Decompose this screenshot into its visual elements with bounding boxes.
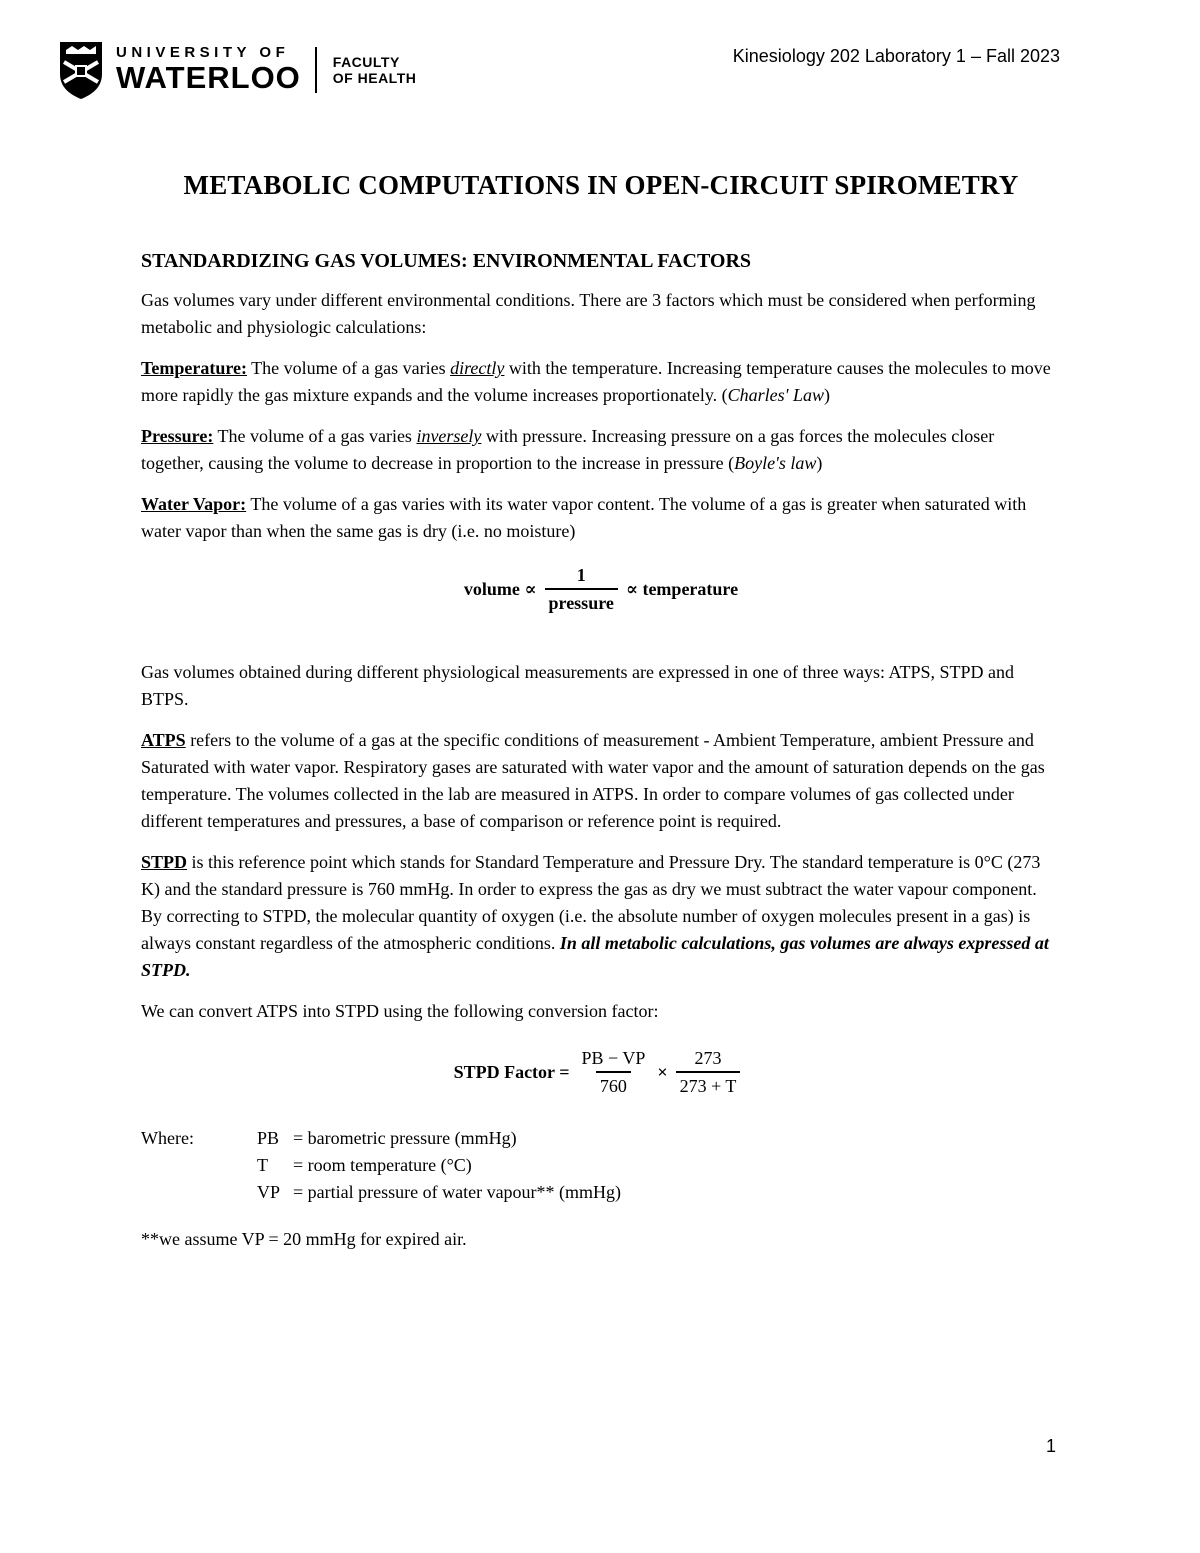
formula1-left: volume ∝ [463, 578, 537, 599]
faculty-line2: OF HEALTH [332, 70, 417, 86]
temperature-text1: The volume of a gas varies [246, 358, 451, 378]
pressure-text2: with pressure. Increasing pressure on a gas forces the molecules closer together, causing the volume to decrease in proportion to the increase in pressure ( [141, 426, 995, 473]
formula2-label: STPD Factor = [453, 1061, 570, 1082]
formula2-num2: 273 [694, 1048, 722, 1068]
temperature-label: Temperature: [141, 358, 247, 378]
university-logo [58, 38, 416, 102]
stpd-label: STPD [141, 852, 188, 872]
formula1-numerator: 1 [576, 565, 586, 585]
stpd-paragraph [141, 849, 1061, 984]
crest-icon [58, 40, 104, 100]
document-body [141, 168, 1061, 1267]
waterloo-text: WATERLOO [116, 60, 301, 95]
formula2-den1: 760 [596, 1071, 631, 1099]
where-def-2: = partial pressure of water vapour** (mmHg) [293, 1182, 622, 1202]
faculty-label [333, 54, 417, 86]
page-title: METABOLIC COMPUTATIONS IN OPEN-CIRCUIT SPIROMETRY [183, 170, 1019, 200]
logo-divider [315, 47, 317, 93]
ways-paragraph: Gas volumes obtained during different physiological measurements are expressed in one of three ways: ATPS, STPD and BTPS. [141, 662, 1014, 709]
convert-paragraph: We can convert ATPS into STPD using the following conversion factor: [141, 1001, 659, 1021]
faculty-line1: FACULTY [332, 54, 400, 70]
atps-text: refers to the volume of a gas at the specific conditions of measurement - Ambient Temperature, ambient Pressure and Saturated with water vapor. Respiratory gases are saturated with water vapor and the amount of saturation depends on the gas temperature. The volumes collected in the lab are measured in ATPS. In order to compare volumes of gas collected under different temperatures and pressures, a base of comparison or reference point is required. [141, 730, 1045, 831]
temperature-paragraph [141, 355, 1061, 409]
atps-label: ATPS [141, 730, 186, 750]
pressure-text1: The volume of a gas varies [213, 426, 417, 446]
formula2-fraction2 [676, 1045, 741, 1099]
course-label: Kinesiology 202 Laboratory 1 – Fall 2023 [732, 46, 1060, 66]
where-sym-1: T [257, 1155, 268, 1175]
page-number: 1 [1045, 1436, 1056, 1456]
university-of-text: UNIVERSITY OF [116, 44, 290, 61]
stpd-emph: In all metabolic calculations, gas volumes are always expressed at STPD. [141, 933, 1049, 980]
stpd-factor-formula [141, 1041, 1061, 1103]
temperature-emph: directly [450, 358, 505, 378]
where-def-1: = room temperature (°C) [293, 1155, 472, 1175]
where-sym-0: PB [257, 1128, 280, 1148]
atps-paragraph [141, 727, 1061, 835]
temperature-text3: ) [824, 385, 831, 405]
water-vapor-label: Water Vapor: [141, 494, 247, 514]
water-vapor-text: The volume of a gas varies with its water vapor content. The volume of a gas is greater when saturated with water vapor than when the same gas is dry (i.e. no moisture) [141, 494, 1027, 541]
pressure-text3: ) [816, 453, 823, 473]
proportionality-formula [141, 559, 1061, 619]
pressure-label: Pressure: [141, 426, 214, 446]
footnote: **we assume VP = 20 mmHg for expired air. [141, 1229, 467, 1249]
intro-paragraph: Gas volumes vary under different environmental conditions. There are 3 factors which must be considered when performing metabolic and physiologic calculations: [141, 290, 1036, 337]
formula1-right: ∝ temperature [625, 578, 739, 599]
page-header [58, 38, 1060, 102]
formula2-fraction1 [577, 1045, 649, 1099]
pressure-paragraph [141, 423, 1061, 477]
pressure-law: Boyle's law [734, 453, 817, 473]
where-definitions [141, 1125, 1061, 1206]
temperature-text2: with the temperature. Increasing temperature causes the molecules to move more rapidly the gas mixture expands and the volume increases proportionately. ( [141, 358, 1051, 405]
where-sym-2: VP [257, 1182, 281, 1202]
formula2-den2: 273 + T [676, 1071, 741, 1099]
temperature-law: Charles' Law [727, 385, 825, 405]
section-heading: STANDARDIZING GAS VOLUMES: ENVIRONMENTAL FACTORS [141, 250, 752, 272]
pressure-emph: inversely [416, 426, 482, 446]
formula1-fraction [545, 562, 618, 616]
water-vapor-paragraph [141, 491, 1061, 545]
stpd-text: is this reference point which stands for Standard Temperature and Pressure Dry. The standard temperature is 0°C (273 K) and the standard pressure is 760 mmHg. In order to express the gas as dry we must subtract the water vapour component. By correcting to STPD, the molecular quantity of oxygen (i.e. the absolute number of oxygen molecules present in a gas) is always constant regardless of the atmospheric conditions. [141, 852, 1041, 953]
formula2-num1: PB − VP [581, 1048, 646, 1068]
where-label: Where: [141, 1128, 194, 1148]
where-def-0: = barometric pressure (mmHg) [293, 1128, 517, 1148]
formula1-denominator: pressure [545, 588, 618, 616]
formula2-times: × [657, 1061, 668, 1082]
